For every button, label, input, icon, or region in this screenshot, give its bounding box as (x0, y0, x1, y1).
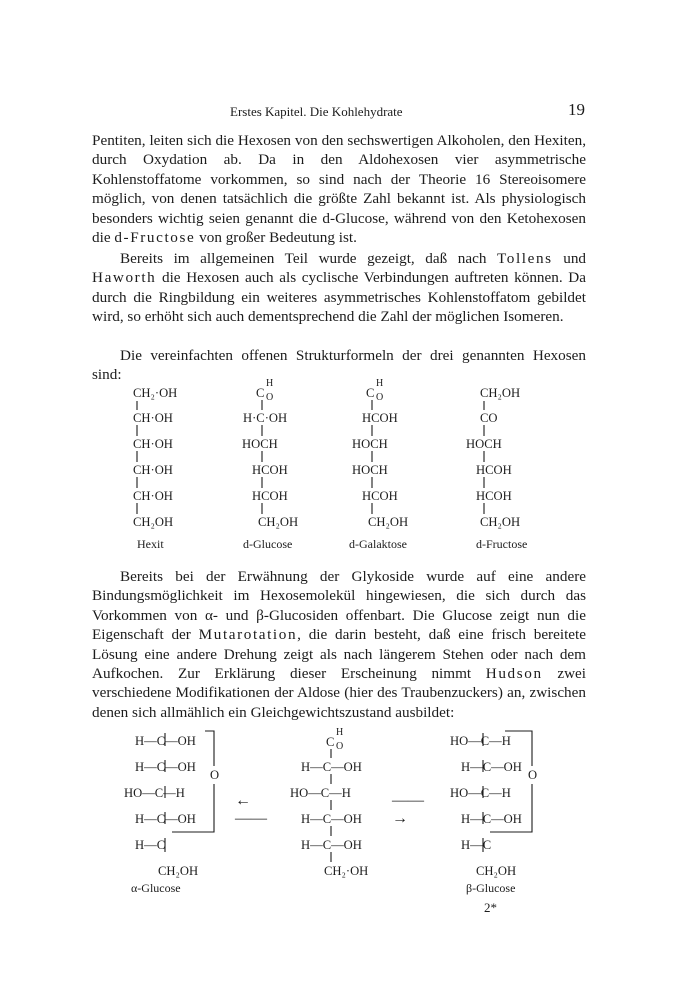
author-tollens: Tollens (496, 250, 553, 267)
running-title: Erstes Kapitel. Die Kohlehydrate (230, 104, 403, 119)
open-aldehyde-c: C (326, 735, 335, 749)
alpha-caption: α-Glucose (131, 881, 181, 895)
fructose-spaced: d-Fructose (114, 229, 196, 247)
fructose-row-5: HCOH (476, 489, 512, 503)
fructose-row-1: CH₂OH (480, 386, 521, 400)
open-row-2: HO—C—H (290, 786, 351, 800)
author-hudson: Hudson (485, 665, 543, 683)
galaktose-caption: d-Galaktose (349, 537, 407, 551)
beta-row-6: CH₂OH (476, 864, 517, 878)
open-row-5: CH₂·OH (324, 864, 369, 878)
fructose-row-3: HOCH (466, 437, 502, 451)
glucose-row-4: HCOH (252, 489, 288, 503)
hexit-row-2: CH·OH (133, 411, 173, 425)
paragraph-4-c: zwei verschiedene Modifikationen der Aldose (hier des Traubenzuckers) an, zwischen denen sich allmählich ein Gleichgewichtszustand ausbildet: (92, 665, 586, 721)
paragraph-2-a: Bereits im allgemeinen Teil wurde gezeigt, daß nach (120, 250, 497, 267)
signature-mark: 2* (484, 900, 497, 915)
fructose-row-6: CH₂OH (480, 515, 521, 529)
open-aldehyde-h: H (336, 727, 344, 738)
galaktose-row-1: HCOH (362, 411, 398, 425)
hexit-row-5: CH·OH (133, 489, 173, 503)
alpha-row-3: HO—C—H (124, 786, 185, 800)
author-haworth: Haworth (92, 269, 157, 287)
alpha-row-2: H—C—OH (135, 760, 196, 774)
hexit-caption: Hexit (137, 537, 164, 551)
paragraph-1-text: Pentiten, leiten sich die Hexosen von den sechswertigen Alkoholen, den Hexiten, durch Oxydation ab. Da in den Aldohexosen vier asymmetrische Kohlenstoffatome vorkommen, so sind nach der Theorie 16 Stereoisomere möglich, von denen tatsächlich die größte Zahl bekannt ist. Als physiologisch besonders wichtig seien genannt die d-Glucose, während von den Ketohexosen die (92, 132, 586, 247)
glucose-row-1: H·C·OH (243, 411, 288, 425)
open-row-3: H—C—OH (301, 812, 362, 826)
paragraph-4-b: , die darin besteht, daß eine frisch bereitete Lösung eine andere Drehung zeigt als nach längerem Stehen oder nach dem Aufkochen. Zur Erklärung dieser Erscheinung nimmt (92, 626, 586, 683)
glucose-aldehyde-o: O (266, 392, 274, 403)
galaktose-row-4: HCOH (362, 489, 398, 503)
beta-ring-oxygen: O (528, 768, 538, 782)
beta-row-5: H—C (461, 838, 492, 852)
galaktose-aldehyde-c: C (366, 386, 375, 400)
glucose-aldehyde-c: C (256, 386, 265, 400)
beta-caption: β-Glucose (466, 881, 516, 895)
glucose-row-5: CH₂OH (258, 515, 299, 529)
beta-row-4: H—C—OH (461, 812, 522, 826)
fructose-row-4: HCOH (476, 463, 512, 477)
term-mutarotation: Mutarotation (198, 626, 298, 644)
hexit-row-4: CH·OH (133, 463, 173, 477)
beta-row-2: H—C—OH (461, 760, 522, 774)
beta-row-1: HO—C—H (450, 734, 511, 748)
open-row-1: H—C—OH (301, 760, 362, 774)
paragraph-1-end: von großer Bedeutung ist. (195, 229, 357, 247)
page-number: 19 (568, 100, 585, 119)
hexit-row-3: CH·OH (133, 437, 173, 451)
glucose-row-3: HCOH (252, 463, 288, 477)
glucose-aldehyde-h: H (266, 378, 274, 389)
paragraph-4-a: Bereits bei der Erwähnung der Glykoside wurde auf eine andere Bindungsmöglichkeit im Hexosemolekül hingewiesen, die sich durch das Vorkommen von α- und β-Glucosiden offenbart. Die Glucose zeigt nun die Eigenschaft der (92, 568, 586, 644)
equilibrium-arrow-right: ——→ (392, 792, 424, 827)
galaktose-aldehyde-h: H (376, 378, 384, 389)
equilibrium-arrow-left: ←—— (235, 792, 267, 827)
hexit-row-1: CH₂·OH (133, 386, 178, 400)
galaktose-row-3: HOCH (352, 463, 388, 477)
paragraph-3: Die vereinfachten offenen Strukturformeln der drei genannten Hexosen sind: (92, 347, 586, 384)
beta-row-3: HO—C—H (450, 786, 511, 800)
open-aldehyde-o: O (336, 741, 344, 752)
glucose-row-2: HOCH (242, 437, 278, 451)
fructose-caption: d-Fructose (476, 537, 528, 551)
fructose-row-2: CO (480, 411, 498, 425)
hexit-row-6: CH₂OH (133, 515, 174, 529)
alpha-row-6: CH₂OH (158, 864, 199, 878)
paragraph-2-c: die Hexosen auch als cyclische Verbindungen auftreten können. Da durch die Ringbildung ein weiteres asymmetrisches Kohlenstoffatom gebildet wird, so erhöht sich auch dementsprechend die Zahl der möglichen Isomeren. (92, 269, 586, 326)
paragraph-2-b: und (552, 250, 586, 267)
alpha-ring-oxygen: O (210, 768, 220, 782)
galaktose-row-5: CH₂OH (368, 515, 409, 529)
open-row-4: H—C—OH (301, 838, 362, 852)
glucose-caption: d-Glucose (243, 537, 293, 551)
alpha-row-1: H—C—OH (135, 734, 196, 748)
alpha-row-5: H—C (135, 838, 166, 852)
galaktose-aldehyde-o: O (376, 392, 384, 403)
galaktose-row-2: HOCH (352, 437, 388, 451)
alpha-row-4: H—C—OH (135, 812, 196, 826)
